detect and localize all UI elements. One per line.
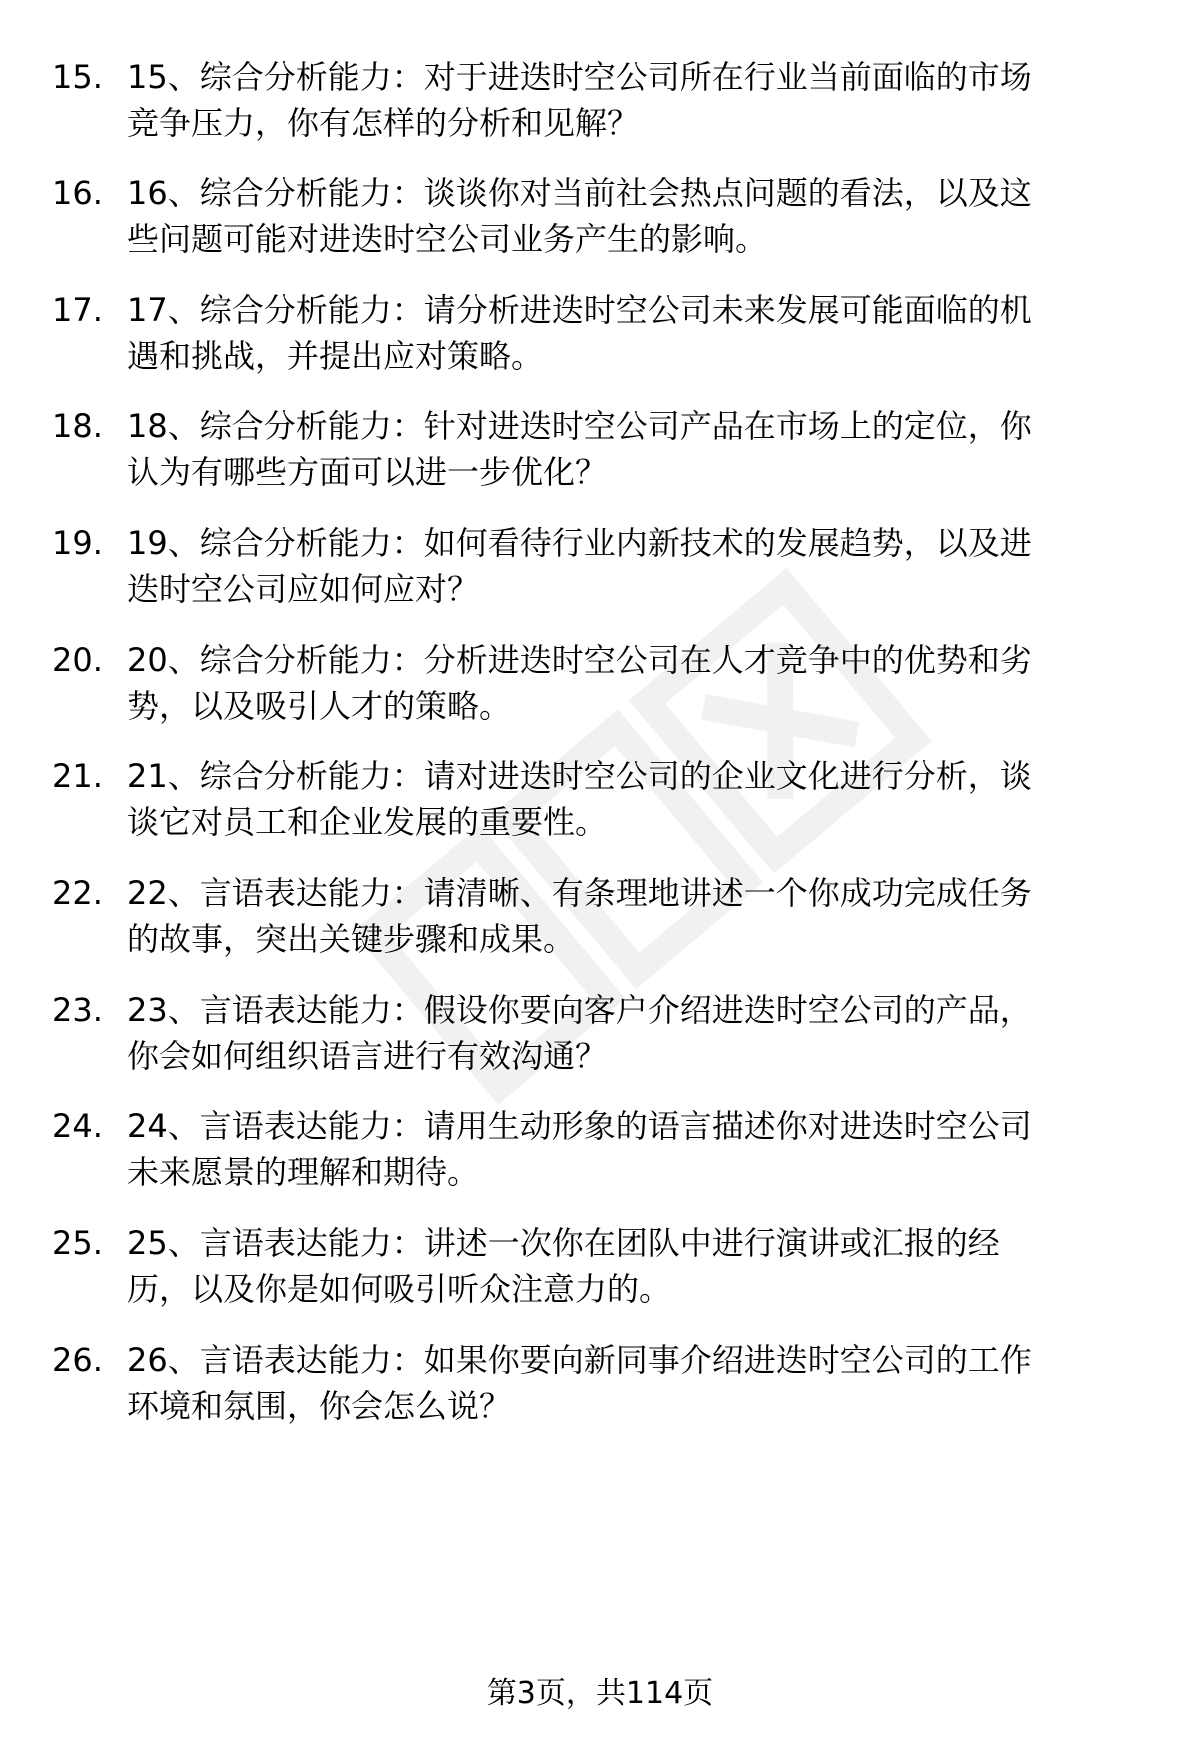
- question-text: [127, 287, 1127, 379]
- question-line: 22、言语表达能力：请清晰、有条理地讲述一个你成功完成任务: [127, 874, 1032, 912]
- question-item: [52, 1337, 1152, 1437]
- question-line: 迭时空公司应如何应对？: [127, 570, 480, 608]
- question-line: 竞争压力，你有怎样的分析和见解？: [127, 104, 640, 142]
- question-item: [52, 403, 1152, 503]
- question-text: [127, 403, 1127, 495]
- question-line: 26、言语表达能力：如果你要向新同事介绍进迭时空公司的工作: [127, 1341, 1032, 1379]
- question-number: 26.: [52, 1341, 103, 1379]
- question-line: 未来愿景的理解和期待。: [127, 1153, 480, 1191]
- question-text: [127, 54, 1127, 146]
- question-number: 19.: [52, 524, 103, 562]
- question-number: 25.: [52, 1224, 103, 1262]
- question-line: 历，以及你是如何吸引听众注意力的。: [127, 1270, 672, 1308]
- question-line: 谈它对员工和企业发展的重要性。: [127, 803, 608, 841]
- question-line: 18、综合分析能力：针对进迭时空公司产品在市场上的定位，你: [127, 407, 1032, 445]
- question-text: [127, 753, 1127, 845]
- question-line: 认为有哪些方面可以进一步优化？: [127, 453, 608, 491]
- page-footer: [0, 1673, 1200, 1715]
- question-line: 24、言语表达能力：请用生动形象的语言描述你对进迭时空公司: [127, 1107, 1032, 1145]
- question-text: [127, 637, 1127, 729]
- question-item: [52, 287, 1152, 387]
- question-number: 20.: [52, 641, 103, 679]
- question-line: 17、综合分析能力：请分析进迭时空公司未来发展可能面临的机: [127, 291, 1032, 329]
- question-item: [52, 987, 1152, 1087]
- question-text: [127, 170, 1127, 262]
- question-item: [52, 170, 1152, 270]
- question-item: [52, 1220, 1152, 1320]
- question-item: [52, 870, 1152, 970]
- page-number-label: 第3页，共114页: [486, 1676, 714, 1711]
- question-number: 17.: [52, 291, 103, 329]
- question-item: [52, 1103, 1152, 1203]
- question-line: 16、综合分析能力：谈谈你对当前社会热点问题的看法，以及这: [127, 174, 1032, 212]
- question-line: 21、综合分析能力：请对进迭时空公司的企业文化进行分析，谈: [127, 757, 1032, 795]
- question-item: [52, 54, 1152, 154]
- question-line: 25、言语表达能力：讲述一次你在团队中进行演讲或汇报的经: [127, 1224, 1000, 1262]
- question-text: [127, 1103, 1127, 1195]
- question-line: 遇和挑战，并提出应对策略。: [127, 337, 544, 375]
- question-text: [127, 1220, 1127, 1312]
- question-line: 19、综合分析能力：如何看待行业内新技术的发展趋势，以及进: [127, 524, 1032, 562]
- question-number: 24.: [52, 1107, 103, 1145]
- question-line: 些问题可能对进迭时空公司业务产生的影响。: [127, 220, 768, 258]
- question-number: 23.: [52, 991, 103, 1029]
- question-item: [52, 753, 1152, 853]
- question-item: [52, 520, 1152, 620]
- question-text: [127, 987, 1127, 1079]
- question-item: [52, 637, 1152, 737]
- question-number: 18.: [52, 407, 103, 445]
- question-number: 16.: [52, 174, 103, 212]
- question-line: 的故事，突出关键步骤和成果。: [127, 920, 576, 958]
- question-line: 20、综合分析能力：分析进迭时空公司在人才竞争中的优势和劣: [127, 641, 1032, 679]
- question-line: 势，以及吸引人才的策略。: [127, 687, 512, 725]
- question-line: 15、综合分析能力：对于进迭时空公司所在行业当前面临的市场: [127, 58, 1032, 96]
- question-number: 15.: [52, 58, 103, 96]
- question-line: 你会如何组织语言进行有效沟通？: [127, 1037, 608, 1075]
- question-text: [127, 520, 1127, 612]
- question-line: 环境和氛围，你会怎么说？: [127, 1387, 512, 1425]
- question-number: 21.: [52, 757, 103, 795]
- question-number: 22.: [52, 874, 103, 912]
- question-line: 23、言语表达能力：假设你要向客户介绍进迭时空公司的产品，: [127, 991, 1032, 1029]
- question-text: [127, 870, 1127, 962]
- question-text: [127, 1337, 1127, 1429]
